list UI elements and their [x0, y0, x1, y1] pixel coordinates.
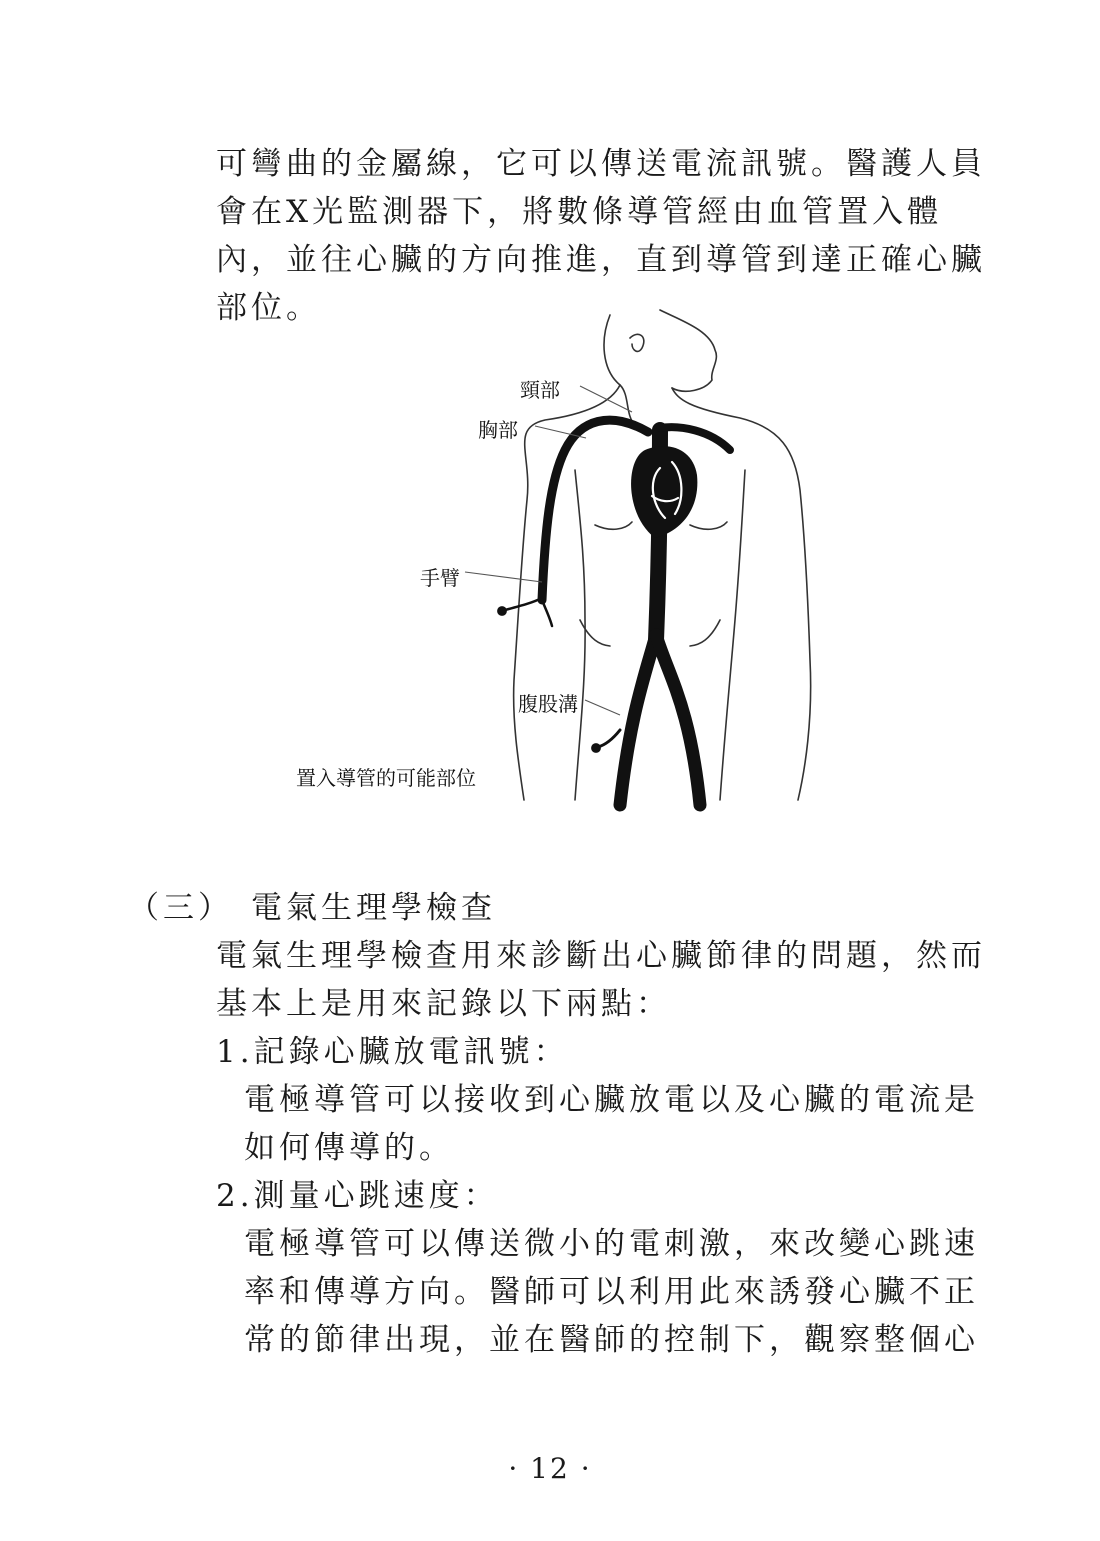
label-groin: 腹股溝	[518, 692, 578, 716]
section-intro: 電氣生理學檢查用來診斷出心臟節律的問題，然而基本上是用來記錄以下兩點：	[216, 938, 986, 1022]
label-neck: 頸部	[520, 378, 560, 402]
figure-caption: 置入導管的可能部位	[296, 766, 476, 790]
page-number: · 12 ·	[508, 1452, 592, 1485]
label-chest: 胸部	[478, 418, 518, 442]
item-1-heading: 1.記錄心臟放電訊號：	[216, 1034, 569, 1070]
item-2-body: 電極導管可以傳送微小的電刺激，來改變心跳速率和傳導方向。醫師可以利用此來誘發心臟不正常的節律出現，並在醫師的控制下，觀察整個心	[244, 1226, 979, 1358]
section-heading	[128, 884, 496, 932]
body-illustration	[280, 300, 840, 820]
item-1-body: 電極導管可以接收到心臟放電以及心臟的電流是如何傳導的。	[244, 1082, 979, 1166]
label-arm: 手臂	[420, 566, 460, 590]
item-2-heading: 2.測量心跳速度：	[216, 1178, 499, 1214]
section-title: 電氣生理學檢查	[251, 890, 496, 926]
intro-paragraph: 可彎曲的金屬線，它可以傳送電流訊號。醫護人員會在X光監測器下，將數條導管經由血管置入體內，並往心臟的方向推進，直到導管到達正確心臟部位。	[216, 146, 986, 326]
catheter-insertion-figure	[280, 300, 840, 820]
section-number: （三）	[128, 890, 233, 926]
